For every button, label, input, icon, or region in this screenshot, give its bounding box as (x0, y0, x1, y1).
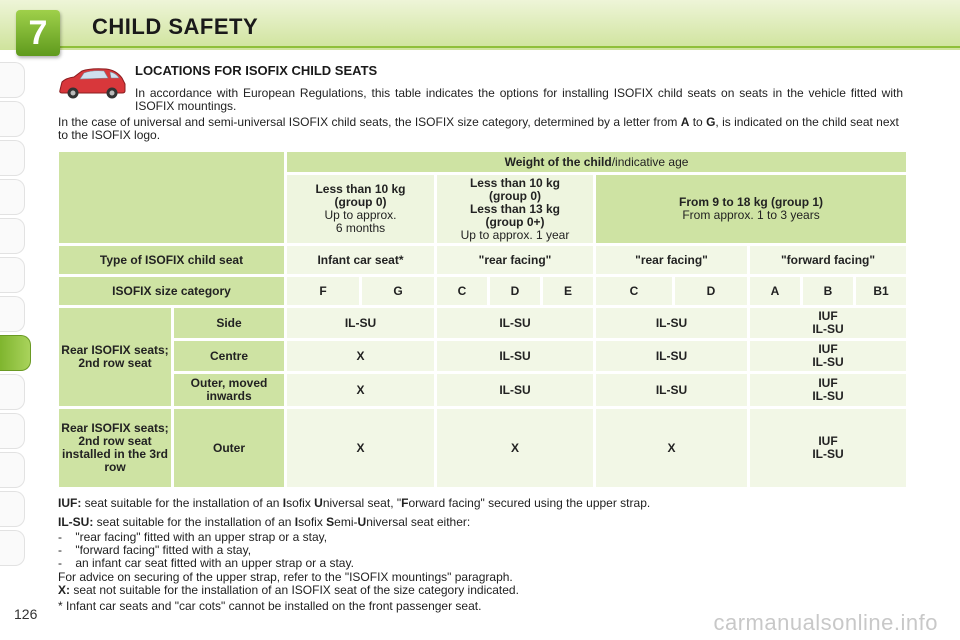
size-cell: D (490, 277, 540, 305)
note-text: seat suitable for the installation of an (81, 496, 283, 510)
ilsu-code: IL-SU (812, 447, 844, 461)
chapter-tab-10[interactable] (0, 413, 25, 449)
table-cell-iuf (750, 374, 906, 406)
table-cell: X (437, 409, 593, 487)
group-0plus-header (437, 175, 593, 243)
chapter-tab-active[interactable] (0, 335, 31, 371)
table-cell: X (287, 374, 434, 406)
table-cell: IL-SU (596, 374, 747, 406)
note-emphasis: S (326, 515, 335, 529)
list-item: - "rear facing" fitted with an upper strap or a stay, (58, 530, 328, 544)
list-item: - an infant car seat fitted with an upper strap or a stay. (58, 556, 354, 570)
list-item: - "forward facing" fitted with a stay, (58, 543, 252, 557)
position-side: Side (174, 308, 284, 338)
position-outer: Outer (174, 409, 284, 487)
group-0plus-line1: Less than 10 kg (469, 175, 561, 190)
group-1-line1: From 9 to 18 kg (group 1) (679, 195, 824, 209)
type-forward-facing: "forward facing" (750, 246, 906, 274)
chapter-tab-5[interactable] (0, 218, 25, 254)
table-cell-iuf (750, 308, 906, 338)
chapter-title: CHILD SAFETY (92, 14, 259, 39)
table-cell: IL-SU (437, 308, 593, 338)
size-cell: C (437, 277, 487, 305)
note-text: sofix (298, 515, 327, 529)
ilsu-code: IL-SU (812, 322, 844, 336)
intro2-text-b: , is indicated on the child seat next to the ISOFIX logo. (58, 115, 899, 142)
note-text: seat not suitable for the installation of an ISOFIX seat of the size category indicated. (70, 583, 519, 597)
size-cell: C (596, 277, 672, 305)
size-cell: B (803, 277, 853, 305)
chapter-tab-2[interactable] (0, 101, 25, 137)
table-cell-iuf (750, 341, 906, 371)
intro2-to: to (689, 115, 707, 129)
page-number: 126 (14, 606, 38, 622)
row-group-3rd-row: Rear ISOFIX seats; 2nd row seat installed in the 3rd row (59, 409, 171, 487)
table-cell-iuf (750, 409, 906, 487)
group-0-header (287, 175, 434, 243)
note-ilsu (58, 516, 904, 529)
note-emphasis: I (294, 515, 299, 529)
note-emphasis: U (314, 496, 323, 510)
type-rear-facing-1: "rear facing" (437, 246, 593, 274)
note-text: niversal seat either: (366, 515, 471, 529)
ilsu-code: IL-SU (812, 355, 844, 369)
note-text: orward facing" secured using the upper strap. (408, 496, 651, 510)
chapter-tab-13[interactable] (0, 530, 25, 566)
chapter-tab-9[interactable] (0, 374, 25, 410)
intro2-text-a: In the case of universal and semi-universal ISOFIX child seats, the ISOFIX size category, determined by a letter from (58, 115, 681, 129)
note-iuf-label: IUF: (58, 496, 82, 510)
table-cell: X (287, 409, 434, 487)
table-cell: IL-SU (437, 374, 593, 406)
table-cell: IL-SU (596, 341, 747, 371)
size-cell: E (543, 277, 593, 305)
note-text: sofix (286, 496, 315, 510)
note-iuf (58, 497, 904, 510)
letter-a: A (680, 115, 690, 129)
isofix-table (56, 149, 909, 490)
note-asterisk: * Infant car seats and "car cots" cannot be installed on the front passenger seat. (58, 599, 482, 613)
note-text: seat suitable for the installation of an (93, 515, 295, 529)
iuf-code: IUF (818, 434, 838, 448)
header-divider (60, 46, 960, 48)
group-0-age1: Up to approx. (324, 208, 397, 222)
group-0-line1: Less than 10 kg (315, 182, 406, 196)
type-infant-car-seat: Infant car seat* (287, 246, 434, 274)
table-cell: IL-SU (437, 341, 593, 371)
size-cell: D (675, 277, 747, 305)
note-emphasis: I (282, 496, 287, 510)
row-group-2nd-row: Rear ISOFIX seats; 2nd row seat (59, 308, 171, 406)
size-cell: F (287, 277, 359, 305)
ilsu-options-list (58, 531, 904, 570)
group-1-header (596, 175, 906, 243)
size-cell: B1 (856, 277, 906, 305)
chapter-tab-6[interactable] (0, 257, 25, 293)
note-text: niversal seat, " (322, 496, 402, 510)
group-1-age: From approx. 1 to 3 years (682, 208, 820, 222)
chapter-tab-7[interactable] (0, 296, 25, 332)
weight-header-bold: Weight of the child (504, 154, 612, 169)
position-centre: Centre (174, 341, 284, 371)
iuf-code: IUF (818, 342, 838, 356)
group-0plus-line2: (group 0) (489, 188, 541, 203)
type-label: Type of ISOFIX child seat (59, 246, 284, 274)
group-0plus-age: Up to approx. 1 year (460, 227, 570, 242)
note-x-label: X: (58, 583, 70, 597)
iuf-code: IUF (818, 309, 838, 323)
weight-header (287, 152, 906, 172)
note-ilsu-label: IL-SU: (58, 515, 94, 529)
chapter-tab-3[interactable] (0, 140, 25, 176)
ilsu-code: IL-SU (812, 389, 844, 403)
weight-header-rest: /indicative age (611, 154, 689, 169)
section-title: LOCATIONS FOR ISOFIX CHILD SEATS (135, 63, 378, 78)
size-category-paragraph (58, 116, 904, 142)
car-icon (56, 66, 128, 100)
note-text: emi- (334, 515, 358, 529)
size-label: ISOFIX size category (59, 277, 284, 305)
size-cell: G (362, 277, 434, 305)
group-0-age2: 6 months (335, 221, 386, 235)
type-rear-facing-2: "rear facing" (596, 246, 747, 274)
intro-paragraph: In accordance with European Regulations, this table indicates the options for installing ISOFIX child seats on seats in the vehicle fitted with ISOFIX mountings. (135, 86, 903, 113)
note-x (58, 584, 904, 597)
group-0plus-line4: (group 0+) (485, 214, 545, 229)
size-cell: A (750, 277, 800, 305)
note-emphasis: F (401, 496, 409, 510)
table-cell: X (596, 409, 747, 487)
table-cell: IL-SU (287, 308, 434, 338)
position-outer-moved-inwards: Outer, moved inwards (174, 374, 284, 406)
chapter-tab-12[interactable] (0, 491, 25, 527)
table-cell: X (287, 341, 434, 371)
chapter-tabs (0, 62, 30, 569)
chapter-tab-4[interactable] (0, 179, 25, 215)
chapter-tab-11[interactable] (0, 452, 25, 488)
table-cell: IL-SU (596, 308, 747, 338)
table-corner (59, 152, 284, 243)
group-0plus-line3: Less than 13 kg (469, 201, 561, 216)
note-advice: For advice on securing of the upper strap, refer to the "ISOFIX mountings" paragraph. (58, 570, 513, 584)
letter-g: G (706, 115, 716, 129)
chapter-badge: 7 (16, 10, 60, 56)
group-0-line2: (group 0) (334, 195, 387, 209)
note-emphasis: U (357, 515, 367, 529)
chapter-tab-1[interactable] (0, 62, 25, 98)
iuf-code: IUF (818, 376, 838, 390)
watermark: carmanualsonline.info (713, 610, 938, 635)
